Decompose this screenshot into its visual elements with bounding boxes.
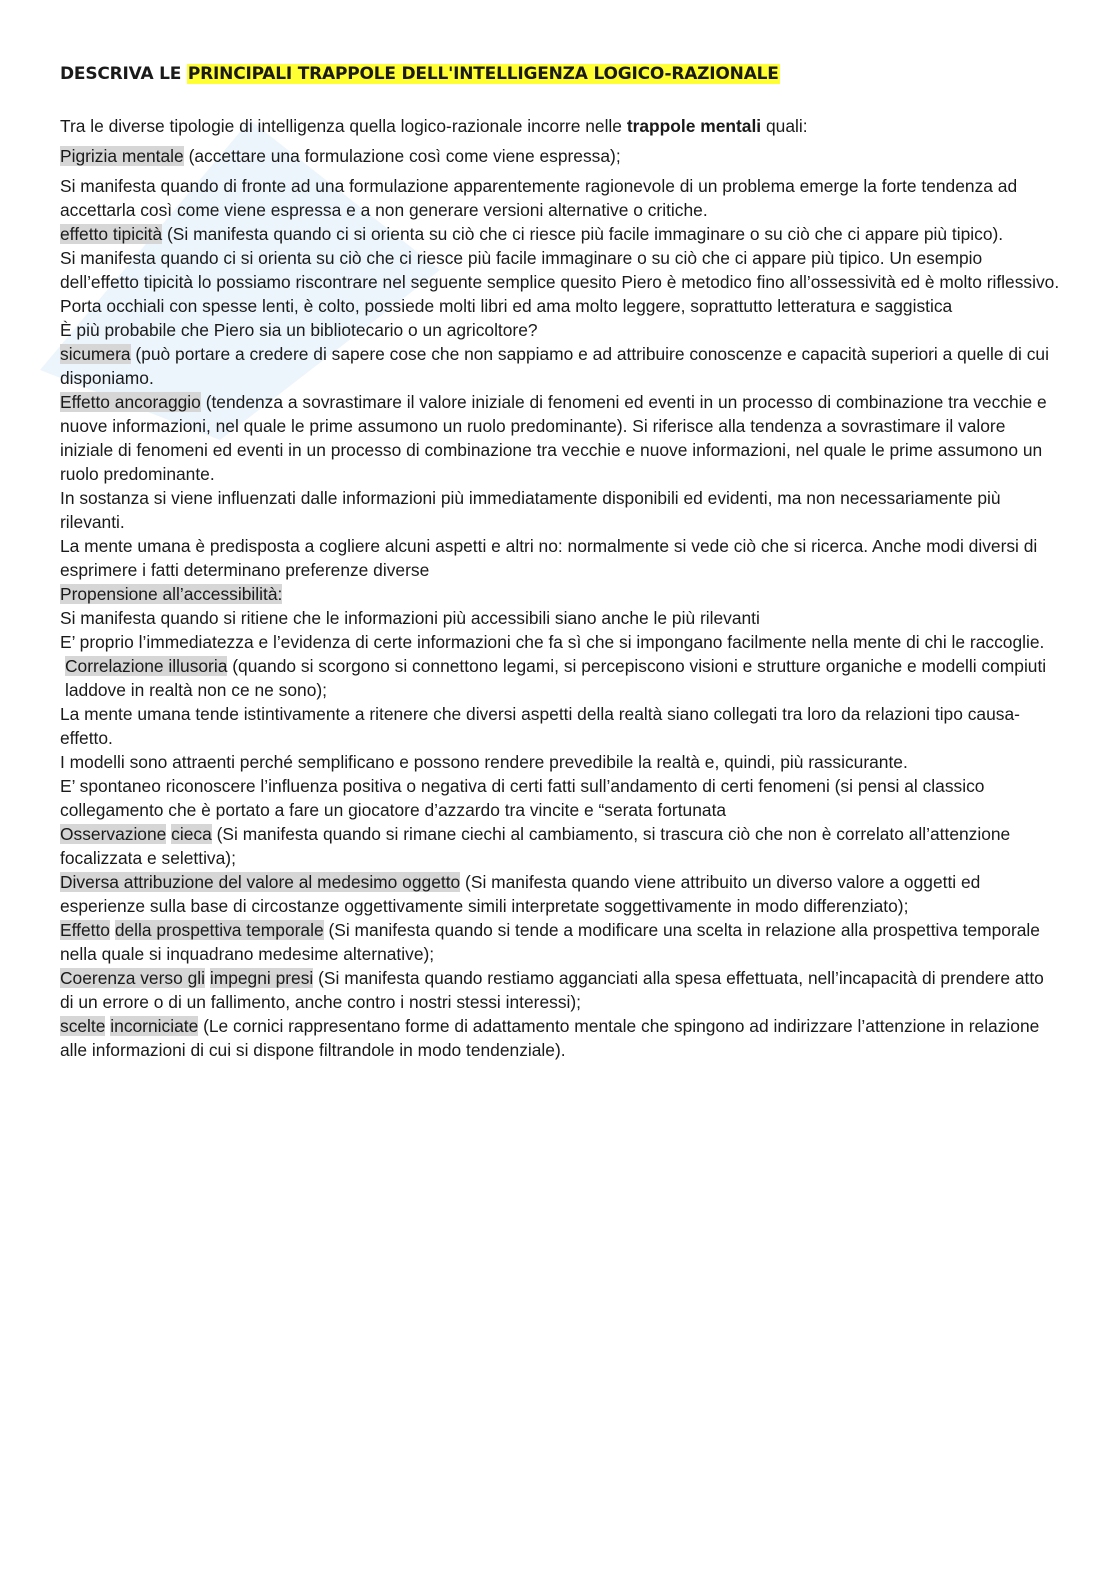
intro-paragraph [60, 114, 1060, 138]
correlazione-text3: E’ spontaneo riconoscere l’influenza positiva o negativa di certi fatti sull’andamento di certi fenomeni (si pensi al classico collegamento che è portato a fare un giocatore d’azzardo tra vincite e “serata fortunata [60, 776, 985, 820]
term-incorniciate: incorniciate [110, 1016, 199, 1036]
prospettiva-paragraph [60, 918, 1060, 966]
osservazione-paragraph [60, 822, 1060, 870]
term-prospettiva: della prospettiva temporale [114, 920, 324, 940]
ancoraggio-text2: La mente umana è predisposta a cogliere alcuni aspetti e altri no: normalmente si vede ciò che si ricerca. Anche modi diversi di esprimere i fatti determinano preferenze diverse [60, 536, 1038, 580]
prospettiva-def: (Si manifesta quando si tende a modificare una scelta in relazione alla prospettiva temporale nella quale si inquadrano medesime alternative); [60, 920, 1040, 964]
attribuzione-paragraph [60, 870, 1060, 918]
tipicita-heading [60, 222, 1060, 246]
term-sicumera: sicumera [60, 344, 131, 364]
document-body [60, 114, 1060, 1062]
coerenza-paragraph [60, 966, 1060, 1014]
accessibilita-text2: E’ proprio l’immediatezza e l’evidenza di certe informazioni che fa sì che si impongano facilmente nella mente di chi le raccoglie. [60, 632, 1045, 652]
ancoraggio-paragraph [60, 390, 1060, 486]
attribuzione-def: (Si manifesta quando viene attribuito un diverso valore a oggetti ed esperienze sulla base di circostanze oggettivamente simili interpretate soggettivamente in modo differenziato); [60, 872, 981, 916]
term-coerenza: Coerenza verso gli [60, 968, 205, 988]
sicumera-paragraph [60, 342, 1060, 390]
scelte-def: (Le cornici rappresentano forme di adattamento mentale che spingono ad indirizzare l’attenzione in relazione alle informazioni di cui si dispone filtrandole in modo tendenziale). [60, 1016, 1040, 1060]
term-attribuzione: Diversa attribuzione del valore al medesimo oggetto [60, 872, 461, 892]
correlazione-def: (quando si scorgono si connettono legami, si percepiscono visioni e strutture organiche e modelli compiuti laddove in realtà non ce ne sono); [65, 656, 1047, 700]
accessibilita-heading [60, 582, 1060, 606]
term-osservazione: Osservazione [60, 824, 167, 844]
title-prefix: DESCRIVA LE [60, 64, 182, 84]
tipicita-text: Si manifesta quando ci si orienta su ciò che ci riesce più facile immaginare o su ciò che ci appare più tipico. Un esempio dell’effetto tipicità lo possiamo riscontrare nel seguente semplice quesito Piero è metodico fino all’ossessività ed è molto riflessivo. Porta occhiali con spesse lenti, è colto, possiede molti libri ed ama molto leggere, soprattutto letteratura e saggistica [60, 248, 1060, 316]
correlazione-text2: I modelli sono attraenti perché semplificano e possono rendere prevedibile la realtà e, quindi, più rassicurante. [60, 752, 908, 772]
tipicita-question: È più probabile che Piero sia un bibliotecario o un agricoltore? [60, 320, 538, 340]
ancoraggio-text1: In sostanza si viene influenzati dalle informazioni più immediatamente disponibili ed evidenti, ma non necessariamente più rilevanti. [60, 488, 1001, 532]
tipicita-def: (Si manifesta quando ci si orienta su ciò che ci riesce più facile immaginare o su ciò che ci appare più tipico). [167, 224, 1004, 244]
page-title [60, 62, 1060, 86]
term-accessibilita: Propensione all’accessibilità: [60, 584, 283, 604]
term-scelte: scelte [60, 1016, 106, 1036]
term-impegni: impegni presi [209, 968, 314, 988]
sicumera-def: (può portare a credere di sapere cose che non sappiamo e ad attribuire conoscenze e capacità superiori a quelle di cui disponiamo. [60, 344, 1049, 388]
term-ancoraggio: Effetto ancoraggio [60, 392, 201, 412]
accessibilita-text1: Si manifesta quando si ritiene che le informazioni più accessibili siano anche le più rilevanti [60, 608, 760, 628]
pigrizia-text: Si manifesta quando di fronte ad una formulazione apparentemente ragionevole di un problema emerge la forte tendenza ad accettarla così come viene espressa e a non generare versioni alternative o critiche. [60, 176, 1018, 220]
term-tipicita: effetto tipicità [60, 224, 163, 244]
correlazione-text1: La mente umana tende istintivamente a ritenere che diversi aspetti della realtà siano collegati tra loro da relazioni tipo causa-effetto. [60, 704, 1020, 748]
term-effetto: Effetto [60, 920, 110, 940]
intro-end: quali: [765, 116, 808, 136]
correlazione-paragraph [60, 654, 1060, 702]
pigrizia-heading [60, 144, 1060, 168]
coerenza-def: (Si manifesta quando restiamo agganciati alla spesa effettuata, nell’incapacità di prendere atto di un errore o di un fallimento, anche contro i nostri stessi interessi); [60, 968, 1044, 1012]
term-cieca: cieca [171, 824, 212, 844]
document-page [60, 62, 1060, 1062]
scelte-paragraph [60, 1014, 1060, 1062]
term-correlazione: Correlazione illusoria [65, 656, 228, 676]
pigrizia-def: (accettare una formulazione così come viene espressa); [188, 146, 621, 166]
osservazione-def: (Si manifesta quando si rimane ciechi al cambiamento, si trascura ciò che non è correlato all’attenzione focalizzata e selettiva); [60, 824, 1011, 868]
ancoraggio-def: (tendenza a sovrastimare il valore iniziale di fenomeni ed eventi in un processo di combinazione tra vecchie e nuove informazioni, nel quale le prime assumono un ruolo predominante). Si riferisce alla tendenza a sovrastimare il valore iniziale di fenomeni ed eventi in un processo di combinazione tra vecchie e nuove informazioni, nel quale le prime assumono un ruolo predominante. [60, 392, 1047, 484]
intro-text: Tra le diverse tipologie di intelligenza quella logico-razionale incorre nelle [60, 116, 622, 136]
title-highlight: PRINCIPALI TRAPPOLE DELL'INTELLIGENZA LOGICO-RAZIONALE [187, 64, 779, 84]
term-pigrizia: Pigrizia mentale [60, 146, 184, 166]
intro-bold: trappole mentali [626, 116, 762, 136]
